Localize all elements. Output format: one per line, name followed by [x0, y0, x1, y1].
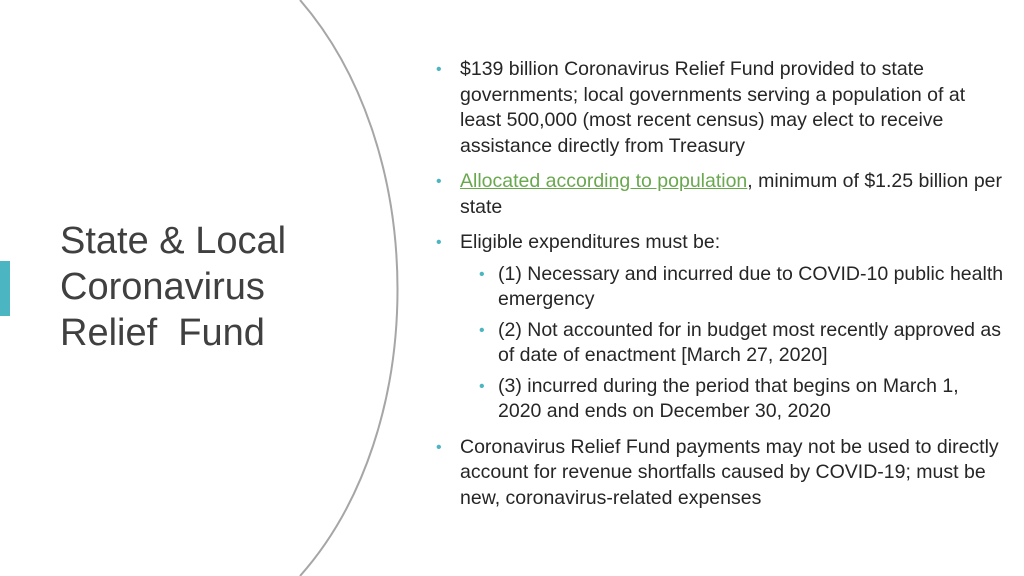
title-line-2: Coronavirus — [60, 266, 265, 308]
bullet-item-3 — [436, 230, 1006, 425]
sub-bullet-text-1: (1) Necessary and incurred due to COVID-10 public health emergency — [498, 262, 1004, 310]
bullet-list — [436, 57, 1006, 511]
sub-bullet-text-2: (2) Not accounted for in budget most recently approved as of date of enactment [March 27, 2020] — [498, 318, 1001, 366]
bullet-dot-icon: • — [436, 61, 442, 78]
bullet-text-1: $139 billion Coronavirus Relief Fund provided to state governments; local governments serving a population of at least 500,000 (most recent census) may elect to receive assistance directly from Treasury — [460, 58, 966, 157]
bullet-content — [436, 57, 1006, 521]
sub-bullet-item-2 — [460, 318, 1006, 369]
sub-bullet-text-3: (3) incurred during the period that begins on March 1, 2020 and ends on December 30, 2020 — [498, 374, 959, 422]
title-line-1: State & Local — [60, 220, 287, 262]
accent-bar — [0, 261, 10, 316]
title-line-3: Relief Fund — [60, 312, 265, 354]
bullet-text-4: Coronavirus Relief Fund payments may not be used to directly account for revenue shortfalls caused by COVID-19; must be new, coronavirus-related expenses — [460, 435, 999, 509]
bullet-item-1 — [436, 57, 1006, 159]
bullet-text-3: Eligible expenditures must be: — [460, 231, 721, 253]
bullet-item-4 — [436, 435, 1006, 512]
bullet-item-2 — [436, 169, 1006, 220]
sub-bullet-item-1 — [460, 262, 1006, 313]
slide-title — [60, 218, 350, 356]
bullet-text-2: , minimum of $1.25 billion per state — [460, 170, 1002, 218]
sub-bullet-item-3 — [460, 374, 1006, 425]
sub-bullet-list — [460, 262, 1006, 425]
sub-bullet-dot-icon: • — [479, 321, 485, 339]
bullet-dot-icon: • — [436, 438, 442, 456]
allocated-population-link[interactable]: Allocated according to population — [460, 170, 748, 192]
bullet-dot-icon: • — [436, 234, 442, 251]
bullet-dot-icon: • — [436, 173, 442, 190]
sub-bullet-dot-icon: • — [479, 265, 485, 283]
sub-bullet-dot-icon: • — [479, 377, 485, 395]
